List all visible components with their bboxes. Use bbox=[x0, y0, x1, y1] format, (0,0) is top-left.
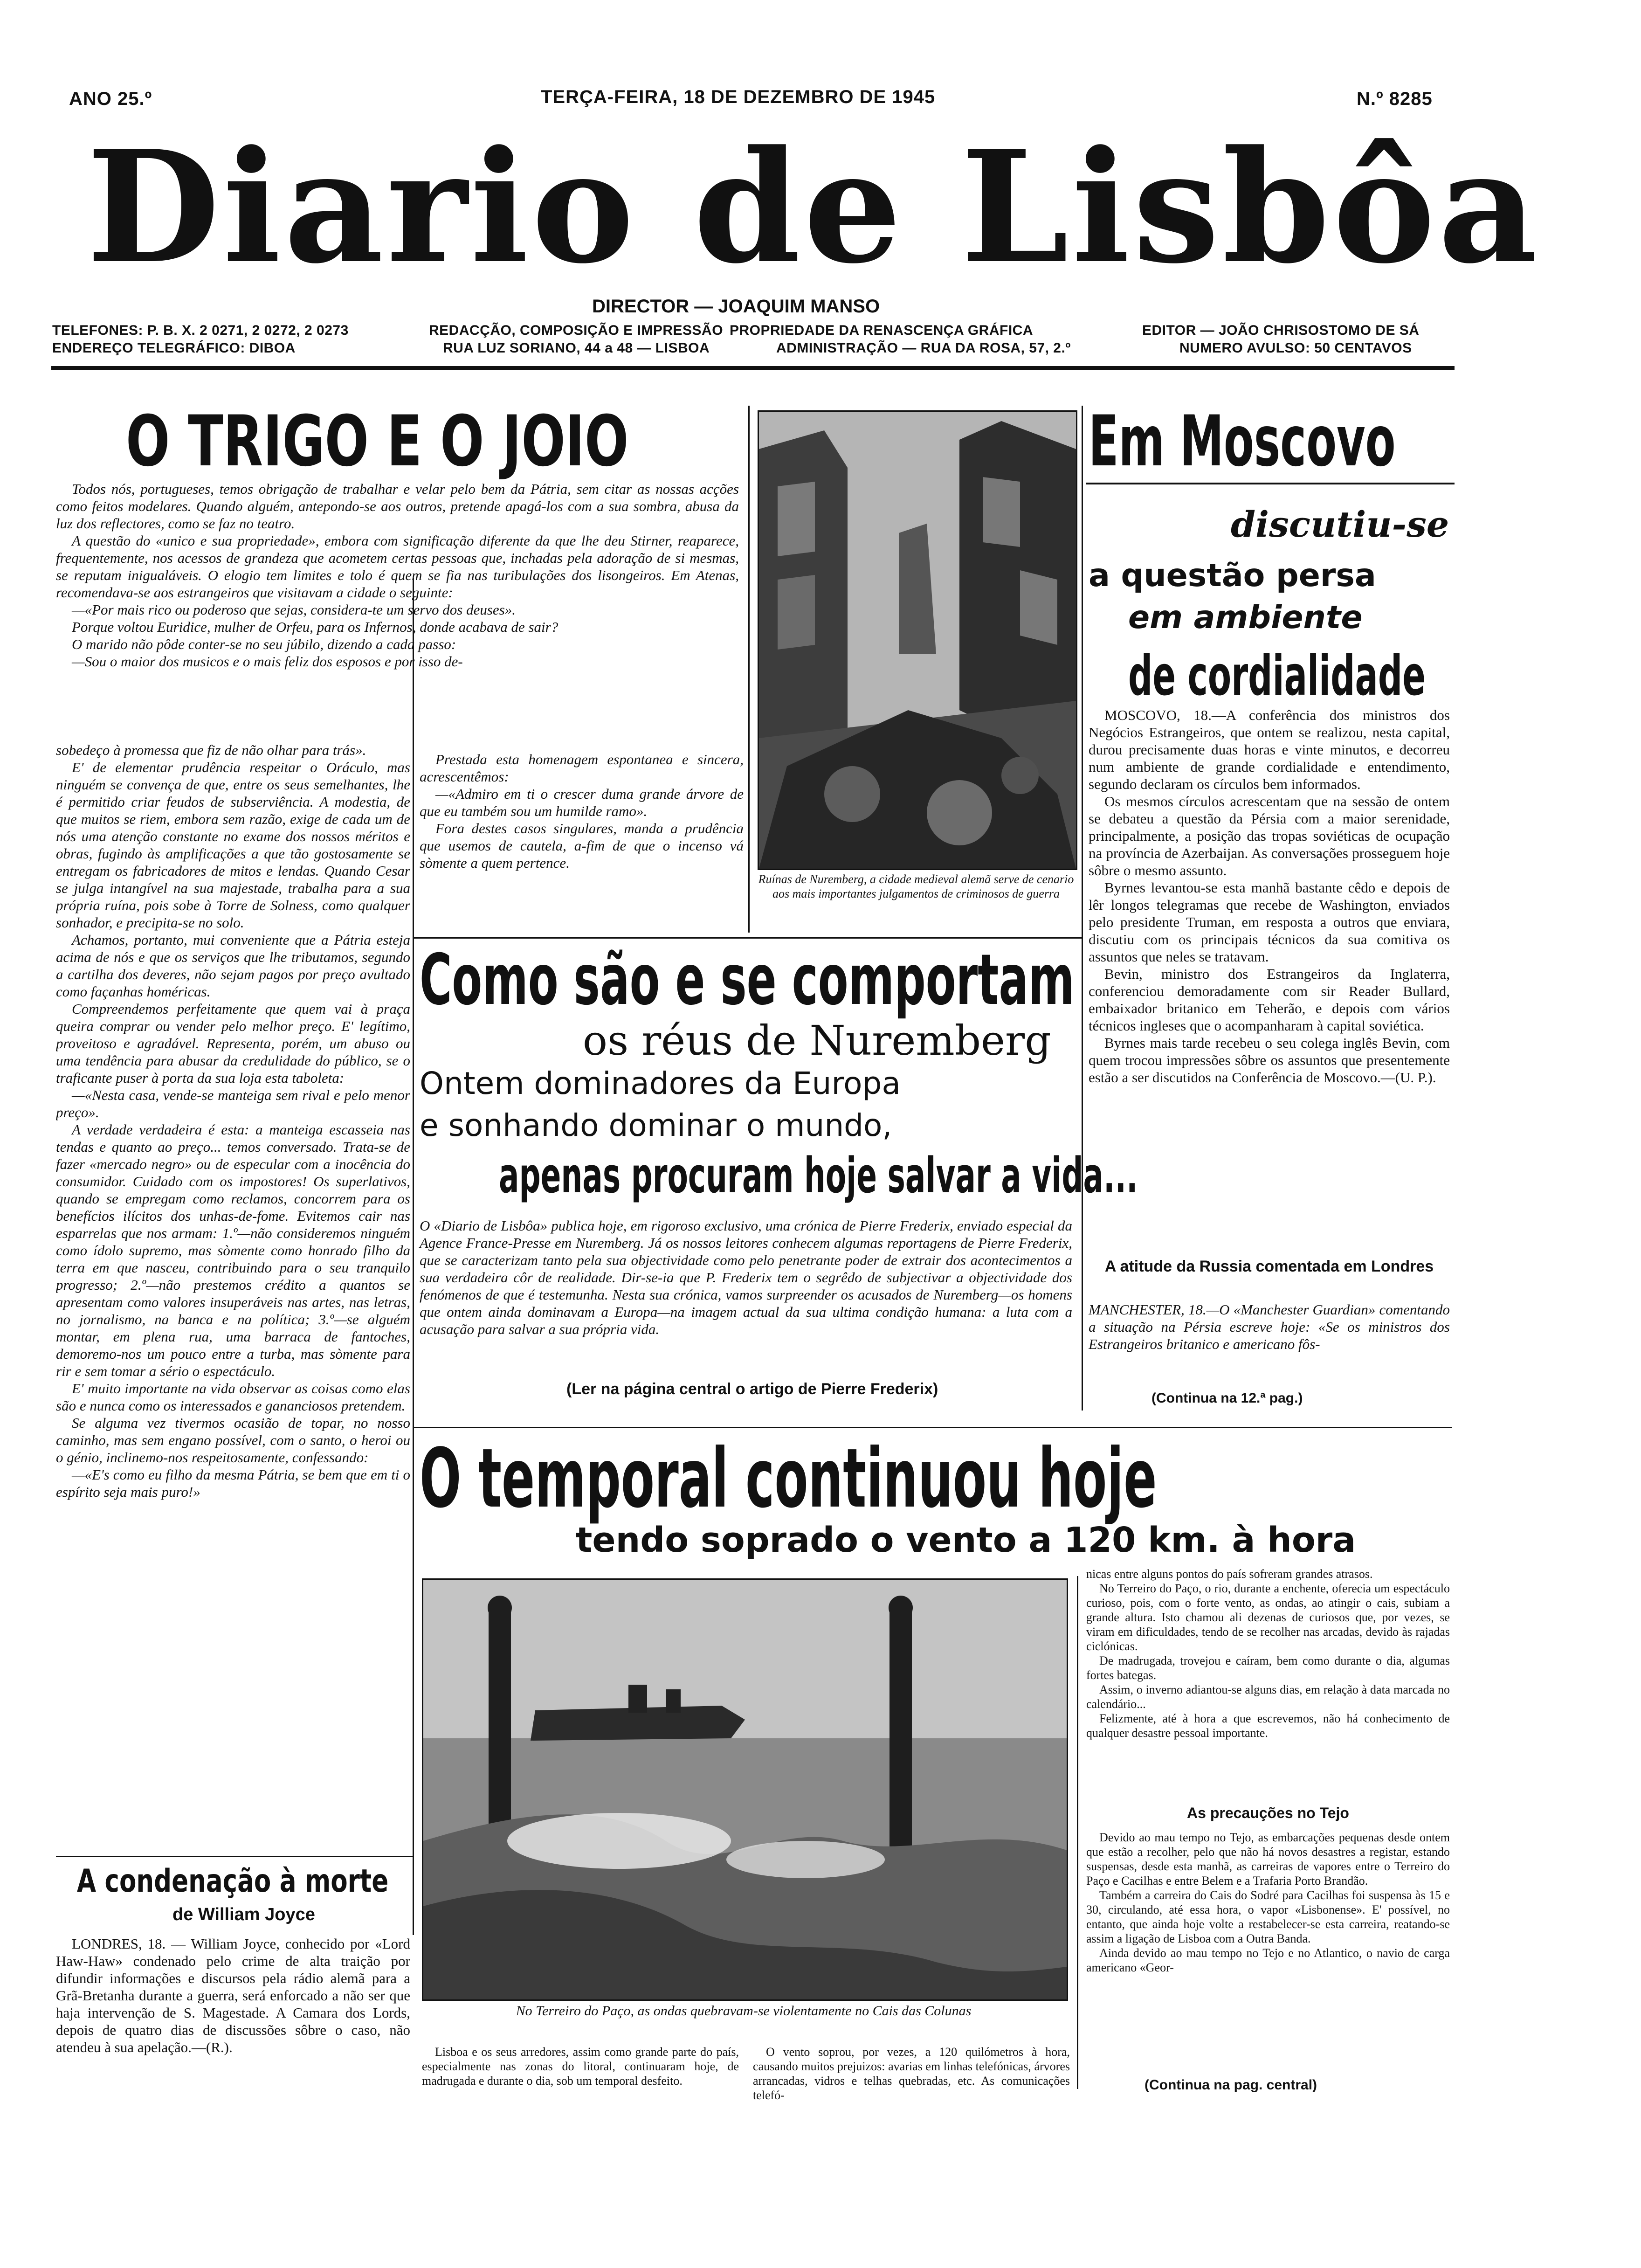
temporal-paragraph: Lisboa e os seus arredores, assim como grande parte do país, especialmente nas zonas do litoral, continuaram hoje, de madrugada e durante o dia, sob um temporal desfeito. bbox=[422, 2045, 739, 2088]
trigo-paragraph: E' muito importante na vida observar as coisas como elas são e nunca como os interessados e gananciosos pretendem. bbox=[56, 1380, 410, 1414]
trigo-paragraph: sobedeço à promessa que fiz de não olhar para trás». bbox=[56, 742, 366, 758]
terreiro-do-paco-photo bbox=[422, 1578, 1068, 2001]
trigo-paragraph: Compreendemos perfeitamente que quem vai à praça queira comprar ou vender pelo melhor preço. E' legítimo, proveitoso e agradável. Representa, porém, um abuso ou uma tendência para abusar da credulidade do público, se o traficante puser à porta da sua loja esta taboleta: bbox=[56, 1001, 410, 1086]
propriedade-line: PROPRIEDADE DA RENASCENÇA GRÁFICA bbox=[730, 323, 1033, 338]
moscovo-continua: (Continua na 12.ª pag.) bbox=[1151, 1390, 1303, 1406]
moscovo-paragraph: MOSCOVO, 18.—A conferência dos ministros dos Negócios Estrangeiros, que ontem se realizou, nesta capital, durou precisamente duas horas e vinte minutos, e decorreu num ambiente de grande cordialidade e entendimento, segundo declaram os círculos bem informados. bbox=[1089, 707, 1450, 792]
date-label: TERÇA-FEIRA, 18 DE DEZEMBRO DE 1945 bbox=[541, 87, 936, 107]
joyce-subheadline: de William Joyce bbox=[172, 1905, 315, 1924]
address-line: RUA LUZ SORIANO, 44 a 48 — LISBOA bbox=[443, 340, 710, 356]
trigo-paragraph: Fora destes casos singulares, manda a prudência que usemos de cautela, a-fim de que o incenso vá sòmente a quem pertence. bbox=[420, 820, 744, 871]
trigo-intro-paragraph: Todos nós, portugueses, temos obrigação de trabalhar e velar pelo bem da Pátria, sem citar as nossas acções como feitos modelares. Quando alguém, antepondo-se aos outros, pretende apagá-los com a sua sombra, abusa da luz dos reflectores, como se faz no teatro. bbox=[56, 481, 739, 532]
temporal-right-column bbox=[1086, 1567, 1450, 1740]
tejo-subhead: As precauções no Tejo bbox=[1187, 1805, 1349, 1821]
trigo-paragraph: Prestada esta homenagem espontanea e sincera, acrescentêmos: bbox=[420, 751, 744, 785]
storm-waves-illustration bbox=[423, 1580, 1067, 1999]
trigo-intro bbox=[56, 480, 739, 670]
trigo-column-1 bbox=[56, 741, 410, 1846]
trigo-headline: O TRIGO E O JOIO bbox=[126, 401, 629, 482]
moscovo-head2: discutiu-se bbox=[1231, 504, 1449, 545]
column-rule-1 bbox=[413, 578, 414, 1935]
redaccao-line: REDACÇÃO, COMPOSIÇÃO E IMPRESSÃO bbox=[429, 323, 724, 338]
nuremberg-deck-1: Ontem dominadores da Europa bbox=[420, 1065, 901, 1101]
masthead-rule bbox=[51, 366, 1455, 370]
temporal-column-b bbox=[753, 2045, 1070, 2102]
trigo-paragraph: A verdade verdadeira é esta: a manteiga escasseia nas tendas e quanto ao preço... temos conversado. Trata-se de fazer «mercado negro» ou de especular com a inocência do consumidor. Cuidado com os impostores! Os superlativos, quando se empregam como reclamos, concorrem para os benefícios ilícitos dos unhas-de-fome. Evitemos cair nas esparrelas que nos armam: 1.º—não consideremos ninguém como ídolo supremo, mas sòmente como honrado filho da terra em que nasceu, contribuindo para o seu tranquilo progresso; 2.º—não prestemos crédito a quantos se apresentam como valores insuperáveis nas artes, nas letras, no jornalismo, na banca e na política; 3.º—se alguém montar, em plena rua, uma barraca de fantoches, demoremo-nos um pouco entre a turba, mas sòmente para rir e sem tomar a sério o espectáculo. bbox=[56, 1121, 410, 1379]
joyce-body bbox=[56, 1935, 410, 2056]
temporal-photo-caption: No Terreiro do Paço, as ondas quebravam-se violentamente no Cais das Colunas bbox=[516, 2003, 972, 2019]
column-rule-2 bbox=[748, 406, 750, 933]
trigo-intro-paragraph: Porque voltou Euridice, mulher de Orfeu, para os Infernos, donde acabava de sair? bbox=[72, 619, 558, 635]
temporal-column-a bbox=[422, 2045, 739, 2088]
administracao-line: ADMINISTRAÇÃO — RUA DA ROSA, 57, 2.º bbox=[776, 340, 1071, 356]
price-line: NUMERO AVULSO: 50 CENTAVOS bbox=[1179, 340, 1412, 356]
trigo-paragraph: —«Nesta casa, vende-se manteiga sem rival e pelo menor preço». bbox=[56, 1087, 410, 1120]
year-label: ANO 25.º bbox=[69, 89, 152, 109]
phones-line: TELEFONES: P. B. X. 2 0271, 2 0272, 2 0273 bbox=[52, 323, 349, 338]
ruins-illustration bbox=[759, 412, 1076, 869]
joyce-paragraph: LONDRES, 18. — William Joyce, conhecido por «Lord Haw-Haw» condenado pelo crime de alta traição por difundir informações e discursos pela rádio alemã para a Grã-Bretanha durante a guerra, será enforcado a não ser que haja intervenção de S. Magestade. A Camara dos Lords, depois de quatro dias de discussões sôbre o caso, não atendeu à sua apelação.—(R.). bbox=[56, 1936, 410, 2055]
trigo-split-line: —Sou o maior dos musicos e o mais feliz dos esposos e por isso de- bbox=[72, 653, 463, 670]
moscovo-paragraph: Byrnes levantou-se esta manhã bastante cêdo e depois de lêr longos telegramas que recebe de Washington, enviados pelo presidente Truman, em resposta a outros que enviara, discutiu com os principais técnicos da sua comitiva os assuntos que neles se tratavam. bbox=[1089, 879, 1450, 965]
temporal-paragraph: Felizmente, até à hora a que escrevemos, não há conhecimento de qualquer desastre pessoal importante. bbox=[1086, 1712, 1450, 1740]
joyce-headline: A condenação à morte bbox=[77, 1863, 389, 1900]
trigo-paragraph: —«Admiro em ti o crescer duma grande árvore de que eu também sou um humilde ramo». bbox=[420, 786, 744, 819]
telegraph-line: ENDEREÇO TELEGRÁFICO: DIBOA bbox=[52, 340, 296, 356]
editor-line: EDITOR — JOÃO CHRISOSTOMO DE SÁ bbox=[1142, 323, 1420, 338]
trigo-paragraph: Achamos, portanto, mui conveniente que a Pátria esteja acima de nós e que os serviços que lhe tributamos, segundo a cartilha dos deveres, não sejam pagos por preço avultado como façanhas homéricas. bbox=[56, 932, 410, 1000]
temporal-headline: O temporal continuou hoje bbox=[420, 1431, 1157, 1526]
temporal-paragraph: De madrugada, trovejou e caíram, bem como durante o dia, algumas fortes bategas. bbox=[1086, 1654, 1450, 1682]
moscovo-sub-body: MANCHESTER, 18.—O «Manchester Guardian» comentando a situação na Pérsia escreve hoje: «Se os ministros dos Estrangeiros britanico e americano fôs- bbox=[1089, 1301, 1450, 1352]
moscovo-paragraph: Os mesmos círculos acrescentam que na sessão de ontem se debateu a questão da Pérsia com a maior serenidade, principalmente, a posição das tropas soviéticas de ocupação na província de Azerbaijan. As conversações prosseguem hoje sôbre o mesmo assunto. bbox=[1089, 793, 1450, 878]
nuremberg-ruins-photo bbox=[758, 410, 1077, 870]
tejo-paragraph: Ainda devido ao mau tempo no Tejo e no Atlantico, o navio de carga americano «Geor- bbox=[1086, 1946, 1450, 1974]
moscovo-headline-underline bbox=[1086, 483, 1455, 484]
nuremberg-subheadline: os réus de Nuremberg bbox=[583, 1016, 1051, 1065]
trigo-intro-paragraph: —«Por mais rico ou poderoso que sejas, considera-te um servo dos deuses». bbox=[72, 602, 516, 618]
temporal-paragraph: O vento soprou, por vezes, a 120 quilómetros à hora, causando muitos prejuizos: avarias em linhas telefónicas, árvores arrancadas, vidros e telhas quebradas, etc. As comunicações telefó- bbox=[753, 2045, 1070, 2102]
nuremberg-intro: O «Diario de Lisbôa» publica hoje, em rigoroso exclusivo, uma crónica de Pierre Frederix, enviado especial da Agence France-Presse em Nuremberg. Já os nossos leitores conhecem algumas reportagens de Pierre Frederix, que se caracterizam tanto pela sua objectividade como pelo penetrante poder de extrair dos acontecimentos a sua verdadeira côr de realidade. Dir-se-ia que P. Frederix tem o segrêdo de subjectivar a objectividade dos fenómenos de que é testemunha. Nesta sua crónica, vamos surpreender os acusados de Nuremberg—os homens que ontem ainda dominavam a Europa—na imagem actual da sua ultima condição humana: a luta com a acusação para salvar a sua própria vida. bbox=[420, 1217, 1072, 1337]
section-rule-3 bbox=[56, 1856, 413, 1857]
tejo-paragraph: Devido ao mau tempo no Tejo, as embarcações pequenas desde ontem que estão a recolher, pelo que não há novos desastres a registar, estando suspensas, desde esta manhã, as carreiras de vapores entre o Terreiro do Paço e Cacilhas e entre Belem e a Trafaria Porto Brandão. bbox=[1086, 1831, 1450, 1888]
moscovo-head5: de cordialidade bbox=[1128, 643, 1426, 708]
nuremberg-deck-3: apenas procuram hoje salvar a vida... bbox=[499, 1147, 1138, 1204]
moscovo-head4: em ambiente bbox=[1128, 599, 1363, 636]
tejo-paragraph: Também a carreira do Cais do Sodré para Cacilhas foi suspensa às 15 e 30, circulando, até essa hora, o vapor «Lisbonense». E' possível, no entanto, que ainda hoje volte a restabelecer-se esta carreira, reatando-se assim a ligação de Lisboa com a Outra Banda. bbox=[1086, 1888, 1450, 1945]
trigo-column-2 bbox=[420, 751, 744, 871]
section-rule-2 bbox=[413, 1427, 1452, 1428]
director-line: DIRECTOR — JOAQUIM MANSO bbox=[592, 296, 880, 317]
moscovo-body bbox=[1089, 706, 1450, 1086]
trigo-intro-paragraph: A questão do «unico e sua propriedade», embora com significação diferente da que lhe deu Stirner, reaparece, frequentemente, nos acessos de grandeza que acometem certas pessoas que, inchadas pela adoração de si mesmas, se reputam inigualáveis. O elogio tem limites e tolo é quem se fia nas turibulações dos lisongeiros. Em Atenas, recomendava-se aos estrangeiros que visitavam a cidade o seguinte: bbox=[56, 532, 739, 601]
temporal-paragraph: nicas entre alguns pontos do país sofreram grandes atrasos. bbox=[1086, 1567, 1373, 1581]
trigo-paragraph: E' de elementar prudência respeitar o Oráculo, mas ninguém se convença de que, entre os seus semelhantes, lhe é permitido criar feudos de subserviência. A modestia, de que muitos se riem, embora sem razão, exige de cada um de nós uma atenção constante no exame dos nossos méritos e obras, fugindo às amplificações a que tão gostosamente se entregam os fabricadores de mitos e lendas. Quando Cesar se julga intangível na sua majestade, trabalha para a sua própria ruína, pois sobe à Torre de Solness, como qualquer sonhador, e precipita-se no solo. bbox=[56, 759, 410, 931]
moscovo-headline: Em Moscovo bbox=[1089, 401, 1396, 482]
moscovo-head3: a questão persa bbox=[1089, 557, 1376, 594]
moscovo-subhead: A atitude da Russia comentada em Londres bbox=[1104, 1258, 1434, 1275]
column-rule-4 bbox=[1077, 1576, 1078, 2089]
nuremberg-photo-caption: Ruínas de Nuremberg, a cidade medieval alemã serve de cenario aos mais importantes julgamentos de criminosos de guerra bbox=[758, 872, 1074, 900]
temporal-paragraph: No Terreiro do Paço, o rio, durante a enchente, oferecia um espectáculo curioso, pois, com o forte vento, as ondas, ao atingir o cais, subiam a grande altura. Isto chamou ali dezenas de curiosos que, por vezes, se viram em dificuldades, tendo de se recolher nas arcadas, devido às rajadas ciclónicas. bbox=[1086, 1582, 1450, 1653]
nuremberg-headline: Como são e se comportam bbox=[420, 940, 1075, 1021]
temporal-paragraph: Assim, o inverno adiantou-se alguns dias, em relação à data marcada no calendário... bbox=[1086, 1683, 1450, 1711]
nuremberg-deck-2: e sonhando dominar o mundo, bbox=[420, 1107, 892, 1143]
trigo-paragraph: —«E's como eu filho da mesma Pátria, se bem que em ti o espírito seja mais puro!» bbox=[56, 1466, 410, 1500]
newspaper-title: Diario de Lisbôa bbox=[86, 117, 1541, 297]
section-rule-1 bbox=[413, 937, 1082, 939]
tejo-column bbox=[1086, 1830, 1450, 1975]
column-rule-3 bbox=[1082, 406, 1083, 1411]
moscovo-paragraph: Byrnes mais tarde recebeu o seu colega inglês Bevin, com quem trocou impressões sôbre os assuntos que presentemente estão a ser discutidos na Conferência de Moscovo.—(U. P.). bbox=[1089, 1035, 1450, 1086]
issue-number: N.º 8285 bbox=[1357, 89, 1433, 109]
temporal-continua: (Continua na pag. central) bbox=[1145, 2077, 1317, 2093]
temporal-subheadline: tendo soprado o vento a 120 km. à hora bbox=[576, 1520, 1356, 1560]
trigo-paragraph: Se alguma vez tivermos ocasião de topar, no nosso caminho, mas sem engano possível, com o santo, o heroi ou o génio, inclinemo-nos respeitosamente, confessando: bbox=[56, 1415, 410, 1466]
nuremberg-continua: (Ler na página central o artigo de Pierre Frederix) bbox=[566, 1380, 938, 1398]
moscovo-paragraph: Bevin, ministro dos Estrangeiros da Inglaterra, conferenciou demoradamente com sir Reader Bullard, embaixador britanico em Teherão, e depois com vários técnicos ingleses que o acompanharam à capital soviética. bbox=[1089, 966, 1450, 1034]
trigo-intro-paragraph: O marido não pôde conter-se no seu júbilo, dizendo a cada passo: bbox=[72, 636, 456, 652]
